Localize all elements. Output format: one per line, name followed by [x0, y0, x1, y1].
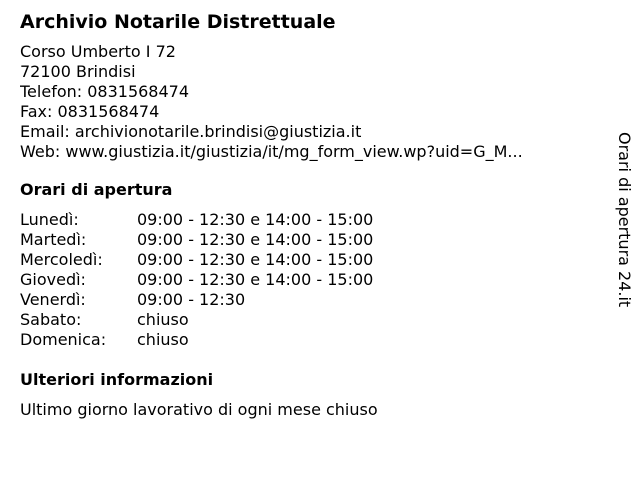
further-info-title: Ulteriori informazioni [20, 370, 214, 389]
phone-number: Telefon: 0831568474 [20, 82, 190, 101]
business-name: Archivio Notarile Distrettuale [20, 11, 336, 33]
day-label: Domenica: [20, 330, 107, 349]
further-info-text: Ultimo giorno lavorativo di ogni mese chiuso [20, 400, 378, 419]
opening-hours-section [20, 180, 600, 350]
hours-row-monday [20, 210, 373, 230]
further-info-section [20, 370, 600, 420]
hours-row-friday [20, 290, 373, 310]
hours-row-wednesday [20, 250, 373, 270]
email-address: Email: archivionotarile.brindisi@giustizia.it [20, 122, 362, 141]
time-value: 09:00 - 12:30 e 14:00 - 15:00 [137, 230, 374, 249]
business-card [20, 8, 600, 420]
day-label: Martedì: [20, 230, 87, 249]
address-street: Corso Umberto I 72 [20, 42, 176, 61]
day-label: Lunedì: [20, 210, 79, 229]
opening-hours-title: Orari di apertura [20, 180, 173, 199]
day-label: Sabato: [20, 310, 82, 329]
day-label: Mercoledì: [20, 250, 103, 269]
contact-block [20, 42, 600, 162]
time-value: 09:00 - 12:30 e 14:00 - 15:00 [137, 210, 374, 229]
fax-number: Fax: 0831568474 [20, 102, 160, 121]
hours-row-tuesday [20, 230, 373, 250]
day-label: Giovedì: [20, 270, 86, 289]
time-value: 09:00 - 12:30 e 14:00 - 15:00 [137, 270, 374, 289]
website-link[interactable]: Web: www.giustizia.it/giustizia/it/mg_form_view.wp?uid=G_M... [20, 142, 523, 161]
hours-row-thursday [20, 270, 373, 290]
time-value: chiuso [137, 310, 189, 329]
opening-hours-table [20, 210, 373, 350]
time-value: 09:00 - 12:30 e 14:00 - 15:00 [137, 250, 374, 269]
hours-row-sunday [20, 330, 373, 350]
day-label: Venerdì: [20, 290, 86, 309]
address-city: 72100 Brindisi [20, 62, 136, 81]
time-value: 09:00 - 12:30 [137, 290, 246, 309]
time-value: chiuso [137, 330, 189, 349]
hours-row-saturday [20, 310, 373, 330]
site-watermark: Orari di apertura 24.it [615, 132, 634, 308]
